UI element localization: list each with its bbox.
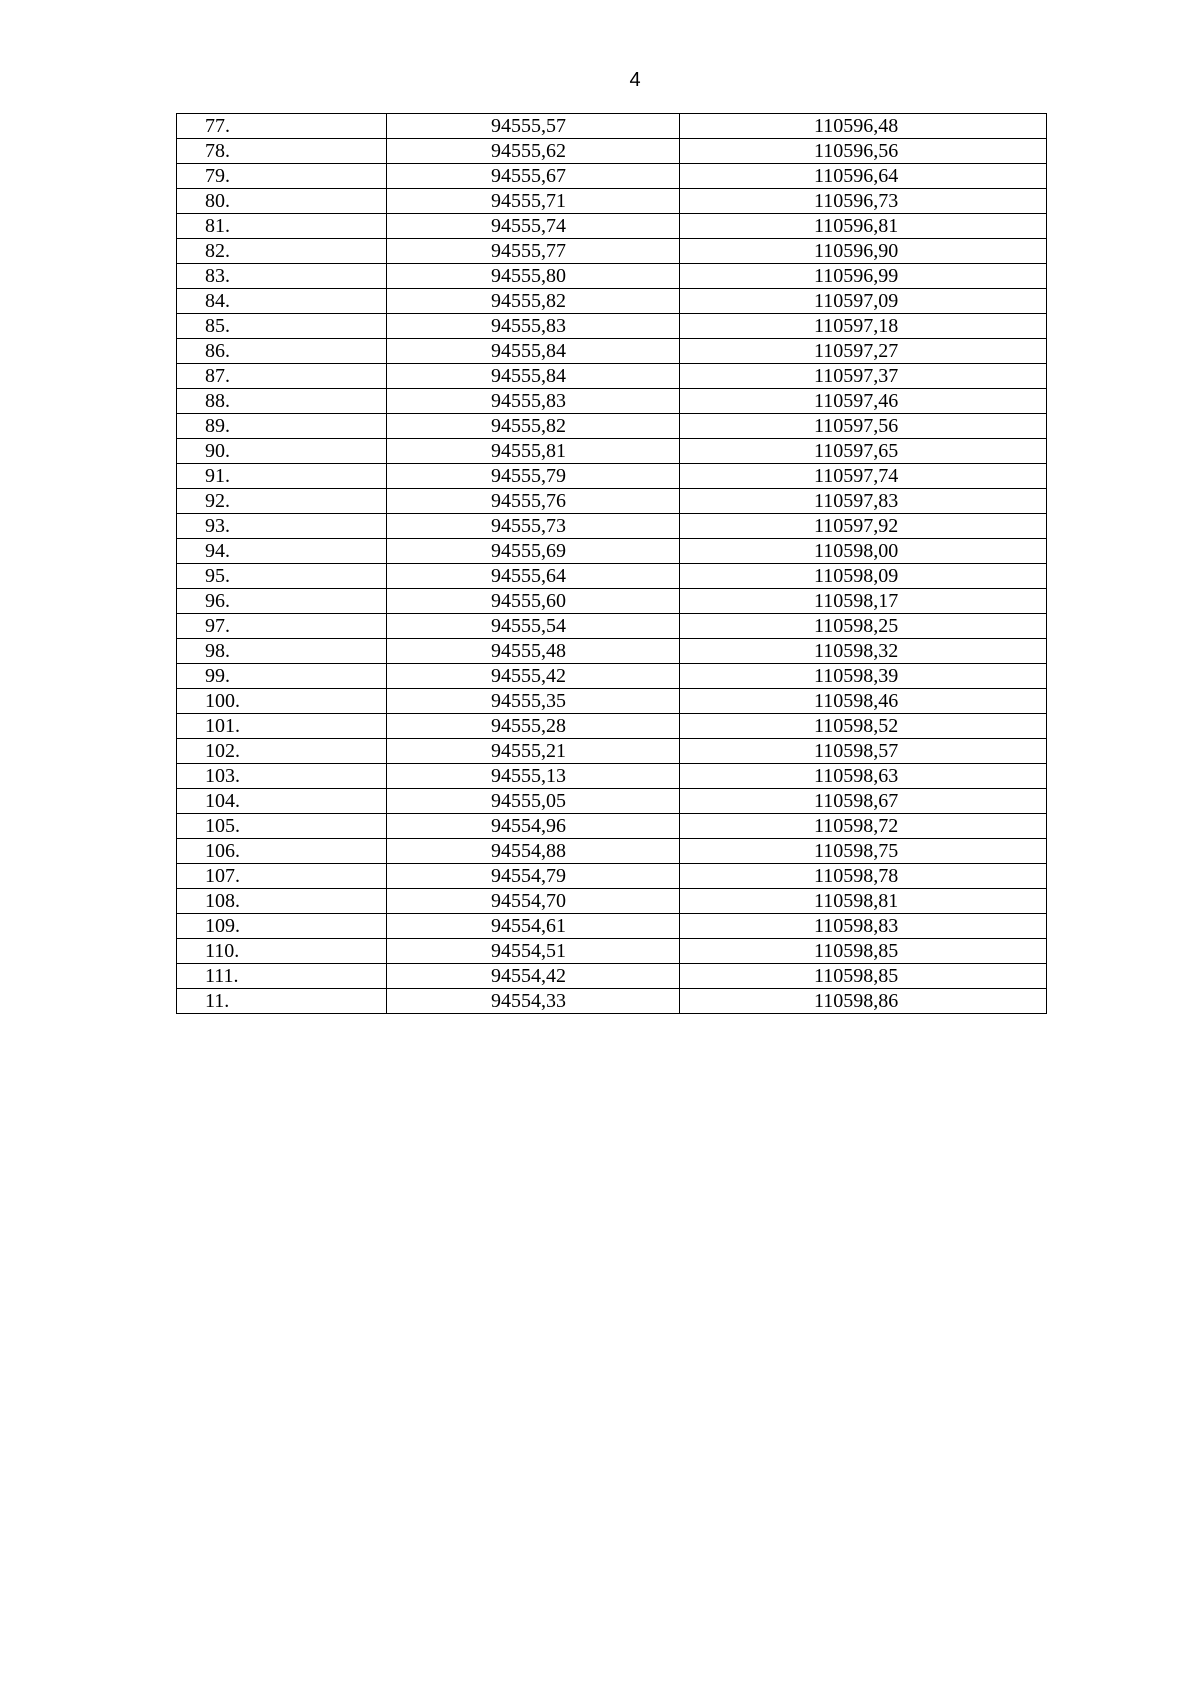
point-number-cell: 95. <box>177 564 387 589</box>
x-coordinate-cell: 94555,84 <box>387 339 680 364</box>
y-coordinate-cell: 110598,85 <box>680 964 1047 989</box>
table-row <box>177 614 1047 639</box>
table-row <box>177 164 1047 189</box>
x-coordinate-cell: 94555,76 <box>387 489 680 514</box>
point-number-cell: 102. <box>177 739 387 764</box>
x-coordinate-cell: 94555,05 <box>387 789 680 814</box>
x-coordinate-cell: 94555,82 <box>387 289 680 314</box>
y-coordinate-cell: 110598,52 <box>680 714 1047 739</box>
point-number-cell: 96. <box>177 589 387 614</box>
table-row <box>177 314 1047 339</box>
point-number-cell: 111. <box>177 964 387 989</box>
y-coordinate-cell: 110598,86 <box>680 989 1047 1014</box>
point-number-cell: 93. <box>177 514 387 539</box>
table-row <box>177 464 1047 489</box>
x-coordinate-cell: 94555,35 <box>387 689 680 714</box>
x-coordinate-cell: 94555,54 <box>387 614 680 639</box>
table-row <box>177 589 1047 614</box>
point-number-cell: 82. <box>177 239 387 264</box>
x-coordinate-cell: 94555,79 <box>387 464 680 489</box>
y-coordinate-cell: 110597,83 <box>680 489 1047 514</box>
y-coordinate-cell: 110598,78 <box>680 864 1047 889</box>
x-coordinate-cell: 94554,96 <box>387 814 680 839</box>
table-row <box>177 264 1047 289</box>
y-coordinate-cell: 110598,46 <box>680 689 1047 714</box>
table-row <box>177 914 1047 939</box>
table-row <box>177 389 1047 414</box>
table-row <box>177 989 1047 1014</box>
y-coordinate-cell: 110597,18 <box>680 314 1047 339</box>
x-coordinate-cell: 94555,13 <box>387 764 680 789</box>
y-coordinate-cell: 110598,00 <box>680 539 1047 564</box>
x-coordinate-cell: 94555,28 <box>387 714 680 739</box>
point-number-cell: 94. <box>177 539 387 564</box>
point-number-cell: 107. <box>177 864 387 889</box>
table-row <box>177 814 1047 839</box>
y-coordinate-cell: 110598,83 <box>680 914 1047 939</box>
coordinates-table-body <box>177 114 1047 1014</box>
table-row <box>177 214 1047 239</box>
page-number: 4 <box>629 69 641 91</box>
point-number-cell: 101. <box>177 714 387 739</box>
table-row <box>177 714 1047 739</box>
y-coordinate-cell: 110597,27 <box>680 339 1047 364</box>
x-coordinate-cell: 94555,82 <box>387 414 680 439</box>
y-coordinate-cell: 110598,32 <box>680 639 1047 664</box>
x-coordinate-cell: 94555,69 <box>387 539 680 564</box>
point-number-cell: 105. <box>177 814 387 839</box>
y-coordinate-cell: 110598,39 <box>680 664 1047 689</box>
y-coordinate-cell: 110598,25 <box>680 614 1047 639</box>
point-number-cell: 78. <box>177 139 387 164</box>
y-coordinate-cell: 110596,48 <box>680 114 1047 139</box>
x-coordinate-cell: 94555,73 <box>387 514 680 539</box>
x-coordinate-cell: 94555,84 <box>387 364 680 389</box>
x-coordinate-cell: 94555,42 <box>387 664 680 689</box>
table-row <box>177 889 1047 914</box>
x-coordinate-cell: 94554,61 <box>387 914 680 939</box>
table-row <box>177 789 1047 814</box>
point-number-cell: 103. <box>177 764 387 789</box>
point-number-cell: 77. <box>177 114 387 139</box>
table-row <box>177 439 1047 464</box>
point-number-cell: 81. <box>177 214 387 239</box>
y-coordinate-cell: 110596,64 <box>680 164 1047 189</box>
point-number-cell: 106. <box>177 839 387 864</box>
table-row <box>177 514 1047 539</box>
x-coordinate-cell: 94555,83 <box>387 389 680 414</box>
x-coordinate-cell: 94555,77 <box>387 239 680 264</box>
table-row <box>177 364 1047 389</box>
y-coordinate-cell: 110597,65 <box>680 439 1047 464</box>
x-coordinate-cell: 94555,81 <box>387 439 680 464</box>
coordinates-table <box>176 113 1047 1014</box>
point-number-cell: 108. <box>177 889 387 914</box>
y-coordinate-cell: 110596,56 <box>680 139 1047 164</box>
y-coordinate-cell: 110598,85 <box>680 939 1047 964</box>
x-coordinate-cell: 94555,80 <box>387 264 680 289</box>
y-coordinate-cell: 110598,81 <box>680 889 1047 914</box>
x-coordinate-cell: 94555,60 <box>387 589 680 614</box>
y-coordinate-cell: 110596,73 <box>680 189 1047 214</box>
x-coordinate-cell: 94554,79 <box>387 864 680 889</box>
table-row <box>177 964 1047 989</box>
point-number-cell: 89. <box>177 414 387 439</box>
point-number-cell: 11. <box>177 989 387 1014</box>
y-coordinate-cell: 110596,99 <box>680 264 1047 289</box>
x-coordinate-cell: 94555,67 <box>387 164 680 189</box>
table-row <box>177 139 1047 164</box>
x-coordinate-cell: 94555,71 <box>387 189 680 214</box>
y-coordinate-cell: 110597,92 <box>680 514 1047 539</box>
point-number-cell: 79. <box>177 164 387 189</box>
y-coordinate-cell: 110597,74 <box>680 464 1047 489</box>
y-coordinate-cell: 110596,90 <box>680 239 1047 264</box>
table-row <box>177 489 1047 514</box>
point-number-cell: 86. <box>177 339 387 364</box>
point-number-cell: 110. <box>177 939 387 964</box>
point-number-cell: 87. <box>177 364 387 389</box>
table-row <box>177 639 1047 664</box>
x-coordinate-cell: 94555,83 <box>387 314 680 339</box>
table-row <box>177 239 1047 264</box>
y-coordinate-cell: 110598,57 <box>680 739 1047 764</box>
y-coordinate-cell: 110598,17 <box>680 589 1047 614</box>
x-coordinate-cell: 94555,57 <box>387 114 680 139</box>
x-coordinate-cell: 94554,70 <box>387 889 680 914</box>
x-coordinate-cell: 94554,42 <box>387 964 680 989</box>
point-number-cell: 84. <box>177 289 387 314</box>
y-coordinate-cell: 110598,75 <box>680 839 1047 864</box>
point-number-cell: 91. <box>177 464 387 489</box>
point-number-cell: 80. <box>177 189 387 214</box>
table-row <box>177 664 1047 689</box>
table-row <box>177 114 1047 139</box>
x-coordinate-cell: 94555,21 <box>387 739 680 764</box>
table-row <box>177 764 1047 789</box>
point-number-cell: 92. <box>177 489 387 514</box>
x-coordinate-cell: 94555,62 <box>387 139 680 164</box>
table-row <box>177 189 1047 214</box>
y-coordinate-cell: 110597,46 <box>680 389 1047 414</box>
y-coordinate-cell: 110598,67 <box>680 789 1047 814</box>
table-row <box>177 539 1047 564</box>
table-row <box>177 939 1047 964</box>
table-row <box>177 864 1047 889</box>
point-number-cell: 97. <box>177 614 387 639</box>
y-coordinate-cell: 110598,09 <box>680 564 1047 589</box>
x-coordinate-cell: 94554,51 <box>387 939 680 964</box>
y-coordinate-cell: 110598,63 <box>680 764 1047 789</box>
y-coordinate-cell: 110598,72 <box>680 814 1047 839</box>
point-number-cell: 85. <box>177 314 387 339</box>
table-row <box>177 689 1047 714</box>
x-coordinate-cell: 94554,88 <box>387 839 680 864</box>
point-number-cell: 90. <box>177 439 387 464</box>
x-coordinate-cell: 94554,33 <box>387 989 680 1014</box>
table-row <box>177 839 1047 864</box>
y-coordinate-cell: 110596,81 <box>680 214 1047 239</box>
point-number-cell: 100. <box>177 689 387 714</box>
table-row <box>177 339 1047 364</box>
table-row <box>177 414 1047 439</box>
point-number-cell: 88. <box>177 389 387 414</box>
x-coordinate-cell: 94555,48 <box>387 639 680 664</box>
x-coordinate-cell: 94555,64 <box>387 564 680 589</box>
point-number-cell: 104. <box>177 789 387 814</box>
point-number-cell: 83. <box>177 264 387 289</box>
point-number-cell: 109. <box>177 914 387 939</box>
table-row <box>177 739 1047 764</box>
table-row <box>177 289 1047 314</box>
y-coordinate-cell: 110597,09 <box>680 289 1047 314</box>
point-number-cell: 98. <box>177 639 387 664</box>
table-row <box>177 564 1047 589</box>
y-coordinate-cell: 110597,37 <box>680 364 1047 389</box>
point-number-cell: 99. <box>177 664 387 689</box>
y-coordinate-cell: 110597,56 <box>680 414 1047 439</box>
x-coordinate-cell: 94555,74 <box>387 214 680 239</box>
